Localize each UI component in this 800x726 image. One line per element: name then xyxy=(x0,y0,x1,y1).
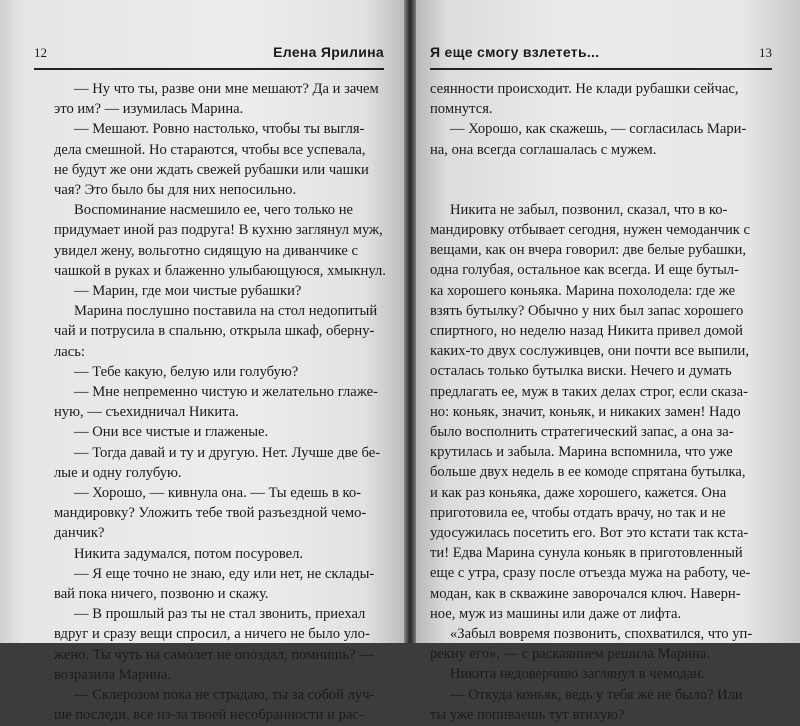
text-line: — Хорошо, — кивнула она. — Ты едешь в ко- xyxy=(74,485,362,502)
text-line: Марина послушно поставила на стол недопитый xyxy=(74,303,378,320)
text-line: предлагать ее, муж в таких делах строг, если сказа- xyxy=(430,383,748,400)
text-line: одна голубая, остальное как всегда. И еще бутыл- xyxy=(430,262,739,279)
text-line: увидел жену, вольготно сидящую на диванчике с xyxy=(54,242,358,259)
text-line: ше последи, все из-за твоей несобранности и рас- xyxy=(54,707,364,724)
text-line: Никита не забыл, позвонил, сказал, что в ко- xyxy=(450,201,728,218)
text-line: — Они все чистые и глаженые. xyxy=(74,424,269,441)
text-line: чая? Это было бы для них непосильно. xyxy=(54,182,297,199)
text-line: вай пока ничего, позвоню и скажу. xyxy=(54,586,269,603)
text-line: — Тебе какую, белую или голубую? xyxy=(74,363,299,380)
text-line: и как раз коньяка, даже хорошего, кажется. Она xyxy=(430,484,727,501)
text-line: — Тогда давай и ту и другую. Нет. Лучше две бе- xyxy=(74,444,381,461)
text-line: — Мне непременно чистую и желательно глаже- xyxy=(74,384,378,401)
text-line: придумает иной раз подруга! В кухню заглянул муж, xyxy=(54,222,383,239)
text-line: — Хорошо, как скажешь, — согласилась Мари- xyxy=(450,121,747,138)
text-line: сеянности происходит. Не клади рубашки сейчас, xyxy=(430,81,739,97)
text-line: модан, как в скважине заворочался ключ. Наверн- xyxy=(430,585,741,602)
text-line: ти! Едва Марина сунула коньяк в приготовленный xyxy=(430,545,743,562)
text-line: ное, муж из машины или даже от лифта. xyxy=(430,605,682,622)
text-line: жено. Ты чуть на самолет не опоздал, помнишь? — xyxy=(54,646,374,663)
text-line: «Забыл вовремя позвонить, спохватился, что уп- xyxy=(450,626,753,643)
text-line: чашкой в руках и блаженно улыбающуюся, хмыкнул. xyxy=(54,262,386,279)
text-line: осталась только бутылка виски. Нечего и думать xyxy=(430,363,732,380)
text-line: спиртного, но неделю назад Никита привел домой xyxy=(430,323,743,340)
text-line: ты уже попиваешь тут втихую? xyxy=(430,706,625,723)
text-line: взять бутылку? Обычно у них был запас хорошего xyxy=(430,302,744,319)
text-line: приготовила ее, чтобы отдать врачу, но так и не xyxy=(430,504,726,521)
text-line: — Склерозом пока не страдаю, ты за собой луч- xyxy=(74,687,375,704)
text-line: вещами, как он вчера говорил: две белые рубашки, xyxy=(430,242,747,259)
text-line: это им? — изумилась Марина. xyxy=(54,101,244,118)
text-line: на, она всегда соглашалась с мужем. xyxy=(430,141,657,158)
text-line: Никита задумался, потом посуровел. xyxy=(74,545,304,562)
text-line: — Мешают. Ровно настолько, чтобы ты выгля- xyxy=(74,121,365,138)
text-line: чай и потрусила в спальню, открыла шкаф, оберну- xyxy=(54,323,375,340)
text-line: мандировку? Уложить тебе твой разъездной чемо- xyxy=(54,505,367,522)
text-line: крутилась и забыла. Марина вспомнила, что уже xyxy=(430,444,733,461)
text-line: Никита недоверчиво заглянул в чемодан. xyxy=(450,666,705,683)
right-top-block xyxy=(430,79,770,160)
right-page-number: 13 xyxy=(759,45,772,60)
text-line: больше двух недель в ее комоде спрятана бутылка, xyxy=(430,464,746,481)
text-line: — Я еще точно не знаю, еду или нет, не склады- xyxy=(74,565,375,582)
text-line: — Ну что ты, разве они мне мешают? Да и зачем xyxy=(74,81,379,97)
text-line: вдруг и сразу вещи спросил, а ничего не было уло- xyxy=(54,626,370,643)
right-page-text xyxy=(430,79,770,725)
left-page-header xyxy=(34,44,384,70)
text-line: данчик? xyxy=(54,525,105,542)
text-line: не будут же они ждать свежей рубашки или чашки xyxy=(54,161,369,178)
text-line: — Откуда коньяк, ведь у тебя же не было? Или xyxy=(450,686,743,703)
text-line: каких-то двух сослуживцев, они почти все выпили, xyxy=(430,343,749,360)
text-line: Воспоминание насмешило ее, чего только не xyxy=(74,202,353,219)
text-line: — В прошлый раз ты не стал звонить, приехал xyxy=(74,606,366,623)
right-bottom-block xyxy=(430,200,770,725)
text-line: было восполнить стратегический запас, а она за- xyxy=(430,424,734,441)
text-line: мандировку отбывает сегодня, нужен чемоданчик с xyxy=(430,222,750,239)
text-line: еще с утра, сразу после отъезда мужа на работу, че- xyxy=(430,565,751,582)
text-line: но: коньяк, значит, коньяк, и никаких замен! Надо xyxy=(430,403,741,420)
left-page-text xyxy=(54,79,386,726)
left-running-head: Елена Ярилина xyxy=(273,44,384,60)
book-gutter xyxy=(404,0,416,643)
text-line: удосужилась посетить его. Вот это кстати так кста- xyxy=(430,525,749,542)
text-line: дела смешной. Но стараются, чтобы все успевала, xyxy=(54,141,366,158)
text-line: рекну его», — с раскаянием решила Марина. xyxy=(430,646,710,663)
text-line: возразила Марина. xyxy=(54,666,172,683)
text-line: ную, — съехидничал Никита. xyxy=(54,404,239,421)
right-running-head: Я еще смогу взлететь... xyxy=(430,44,600,60)
text-line: ка хорошего коньяка. Марина похолодела: где же xyxy=(430,282,736,299)
left-page-number: 12 xyxy=(34,45,47,60)
text-line: помнутся. xyxy=(430,101,493,118)
right-page xyxy=(416,0,800,723)
text-line: лась: xyxy=(54,343,85,360)
right-page-header xyxy=(430,44,772,70)
section-break xyxy=(430,160,770,200)
text-line: лые и одну голубую. xyxy=(54,464,182,481)
text-line: — Марин, где мои чистые рубашки? xyxy=(74,283,302,300)
